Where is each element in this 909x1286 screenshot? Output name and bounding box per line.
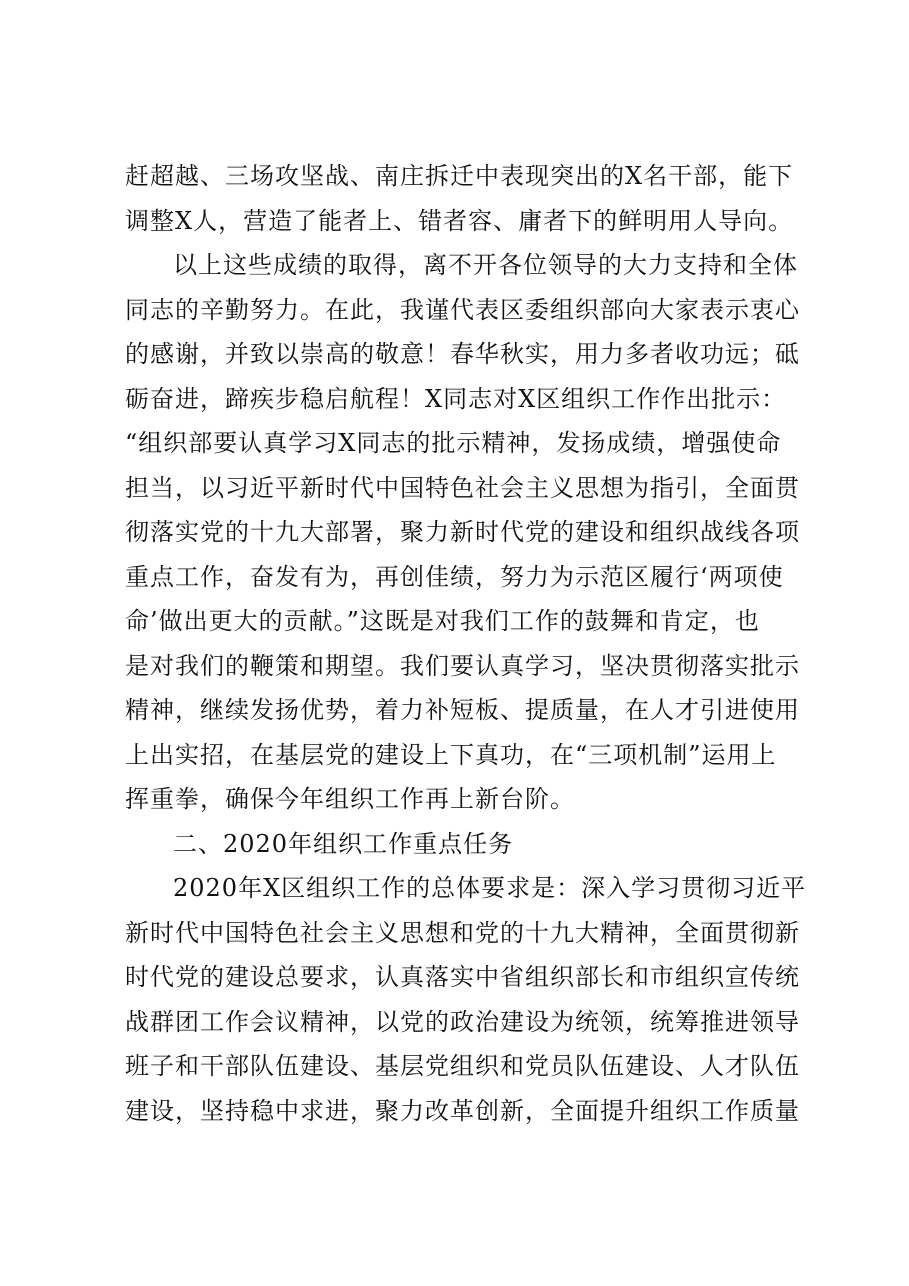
text-line: 上出实招，在基层党的建设上下真功，在“三项机制”运用上 [125, 740, 777, 769]
text-line: 时代党的建设总要求，认真落实中省组织部长和市组织宣传统 [125, 963, 800, 991]
text-line: 的感谢，并致以崇高的敬意！春华秋实，用力多者收功远；砥 [125, 340, 800, 368]
text-line: 挥重拳，确保今年组织工作再上新台阶。 [125, 785, 575, 813]
text-line: 班子和干部队伍建设、基层党组织和党员队伍建设、人才队伍 [125, 1052, 800, 1080]
text-line: 重点工作，奋发有为，再创佳绩，努力为示范区履行‘两项使 [125, 562, 784, 591]
text-line: 同志的辛勤努力。在此，我谨代表区委组织部向大家表示衷心 [125, 295, 800, 324]
paragraph-start-line: 以上这些成绩的取得，离不开各位领导的大力支持和全体 [173, 251, 798, 279]
text-line: 调整X人，营造了能者上、错者容、庸者下的鲜明用人导向。 [125, 206, 794, 235]
text-line: 担当，以习近平新时代中国特色社会主义思想为指引，全面贯 [125, 473, 800, 502]
text-line: 精神，继续发扬优势，着力补短板、提质量，在人才引进使用 [125, 696, 800, 724]
text-line: 建设，坚持稳中求进，聚力改革创新，全面提升组织工作质量 [125, 1096, 800, 1125]
document-body [125, 154, 807, 1133]
text-line: 是对我们的鞭策和期望。我们要认真学习，坚决贯彻落实批示 [125, 651, 800, 680]
text-line: 新时代中国特色社会主义思想和党的十九大精神，全面贯彻新 [125, 918, 800, 947]
text-line: 战群团工作会议精神，以党的政治建设为统领，统筹推进领导 [125, 1007, 800, 1036]
text-line: 砺奋进，蹄疾步稳启航程！X同志对X区组织工作作出批示： [125, 384, 787, 413]
text-line: 命’做出更大的贡献。”这既是对我们工作的鼓舞和肯定，也 [125, 607, 760, 635]
section-heading: 二、2020年组织工作重点任务 [173, 829, 514, 858]
paragraph-start-line: 2020年X区组织工作的总体要求是：深入学习贯彻习近平 [173, 874, 807, 902]
text-line: 彻落实党的十九大部署，聚力新时代党的建设和组织战线各项 [125, 518, 800, 546]
text-line: “组织部要认真学习X同志的批示精神，发扬成绩，增强使命 [125, 429, 782, 457]
text-line: 赶超越、三场攻坚战、南庄拆迁中表现突出的X名干部，能下 [125, 162, 794, 190]
